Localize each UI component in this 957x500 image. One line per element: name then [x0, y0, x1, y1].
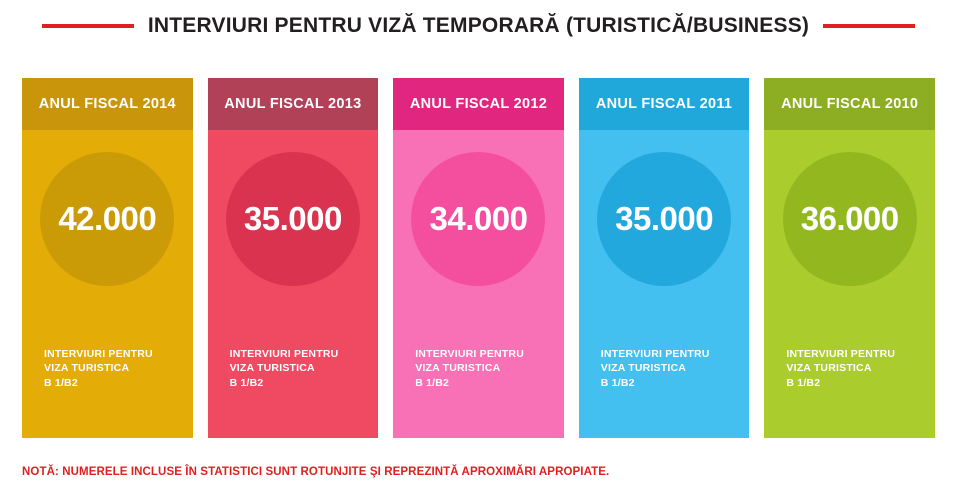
value-label: 34.000: [429, 200, 528, 237]
year-card-header: [22, 78, 193, 130]
year-card-body: [579, 130, 750, 438]
year-cards: [22, 78, 935, 438]
year-card-header: [393, 78, 564, 130]
value-label: 42.000: [58, 200, 157, 237]
year-card-body: [22, 130, 193, 438]
value-label: 36.000: [800, 200, 899, 237]
year-card-caption: INTERVIURI PENTRU VIZA TURISTICA B 1/B2: [44, 347, 153, 389]
year-card-2014: [22, 78, 193, 438]
value-circle: [411, 152, 545, 286]
year-card-header-label: ANUL FISCAL 2010: [781, 96, 919, 112]
year-card-2011: [579, 78, 750, 438]
year-card-header-label: ANUL FISCAL 2013: [224, 96, 362, 112]
value-circle: [40, 152, 174, 286]
year-card-body: [393, 130, 564, 438]
year-card-body: [764, 130, 935, 438]
title-rule-right: [823, 24, 915, 28]
value-circle: [783, 152, 917, 286]
value-circle: [226, 152, 360, 286]
value-circle: [597, 152, 731, 286]
title-rule-left: [42, 24, 134, 28]
year-card-2013: [208, 78, 379, 438]
year-card-2012: [393, 78, 564, 438]
year-card-caption: INTERVIURI PENTRU VIZA TURISTICA B 1/B2: [600, 347, 710, 389]
year-card-header-label: ANUL FISCAL 2012: [409, 96, 548, 112]
year-card-2010: [764, 78, 935, 438]
year-card-header-label: ANUL FISCAL 2011: [595, 96, 733, 112]
year-card-caption: INTERVIURI PENTRU VIZA TURISTICA B 1/B2: [415, 347, 524, 389]
year-card-header: [208, 78, 379, 130]
year-card-header: [764, 78, 935, 130]
page-title: INTERVIURI PENTRU VIZĂ TEMPORARĂ (TURISTICĂ/BUSINESS): [147, 14, 810, 37]
year-card-header-label: ANUL FISCAL 2014: [38, 96, 176, 112]
value-label: 35.000: [243, 200, 342, 237]
year-card-body: [208, 130, 379, 438]
footnote: NOTĂ: NUMERELE INCLUSE ÎN STATISTICI SUNT ROTUNJITE ŞI REPREZINTĂ APROXIMĂRI APROPIATE.: [22, 466, 610, 478]
year-card-caption: INTERVIURI PENTRU VIZA TURISTICA B 1/B2: [229, 347, 339, 389]
title-row: [0, 14, 957, 38]
year-card-header: [579, 78, 750, 130]
year-card-caption: INTERVIURI PENTRU VIZA TURISTICA B 1/B2: [786, 347, 896, 389]
value-label: 35.000: [615, 200, 714, 237]
